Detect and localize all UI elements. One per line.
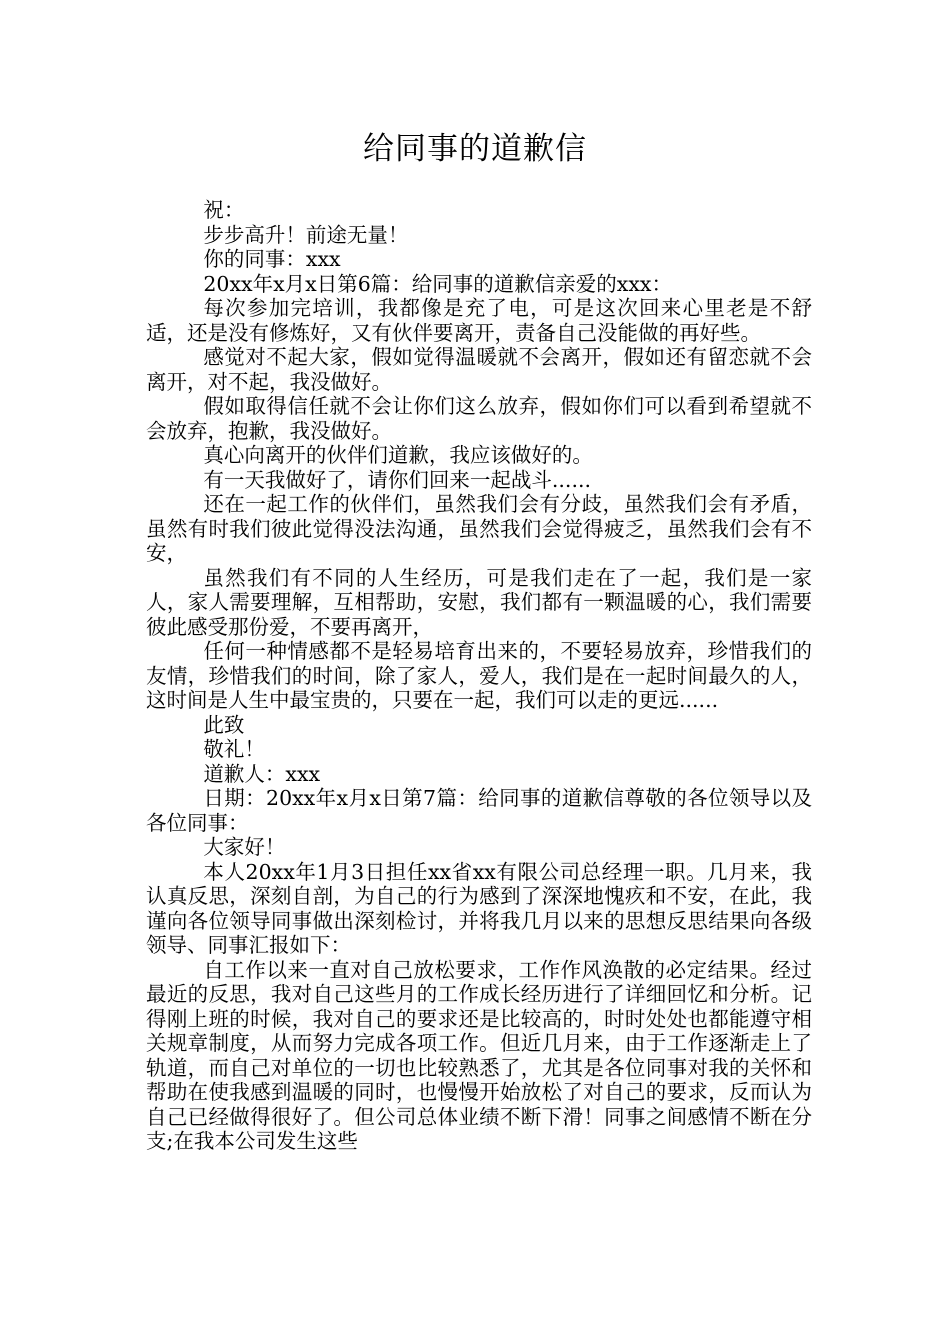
letter6-paragraph-1: 每次参加完培训，我都像是充了电，可是这次回来心里老是不舒适，还是没有修炼好，又有伙伴要离开，责备自己没能做的再好些。 (146, 296, 812, 345)
closing-wish: 步步高升！前途无量！ (203, 222, 409, 247)
letter6-paragraph-2: 感觉对不起大家，假如觉得温暖就不会离开，假如还有留恋就不会离开，对不起，我没做好。 (146, 345, 812, 394)
date-and-letter6-heading: 20xx年x月x日第6篇：给同事的道歉信亲爱的xxx： (203, 271, 672, 296)
letter6-paragraph-7: 虽然我们有不同的人生经历，可是我们走在了一起，我们是一家人，家人需要理解，互相帮助，安慰，我们都有一颗温暖的心，我们需要彼此感受那份爱，不要再离开， (146, 565, 812, 639)
closing-wish-label: 祝： (203, 198, 245, 222)
letter7-paragraph-2: 自工作以来一直对自己放松要求，工作作风涣散的必定结果。经过最近的反思，我对自己这些月的工作成长经历进行了详细回忆和分析。记得刚上班的时候，我对自己的要求还是比较高的，时时处处也都能遵守相关规章制度，从而努力完成各项工作。但近几月来，由于工作逐渐走上了轨道，而自己对单位的一切也比较熟悉了，尤其是各位同事对我的关怀和帮助在使我感到温暖的同时，也慢慢开始放松了对自己的要求，反而认为自己已经做得很好了。但公司总体业绩不断下滑！同事之间感情不断在分支;在我本公司发生这些 (146, 957, 812, 1153)
letter6-paragraph-4: 真心向离开的伙伴们道歉，我应该做好的。 (203, 443, 593, 467)
letter7-paragraph-1: 本人20xx年1月3日担任xx省xx有限公司总经理一职。几月来，我认真反思，深刻自剖，为自己的行为感到了深深地愧疚和不安，在此，我谨向各位领导同事做出深刻检讨，并将我几月以来的思想反思结果向各级领导、同事汇报如下： (146, 859, 812, 957)
closing-respect: 敬礼！ (203, 737, 265, 761)
letter6-paragraph-6: 还在一起工作的伙伴们，虽然我们会有分歧，虽然我们会有矛盾，虽然有时我们彼此觉得没法沟通，虽然我们会觉得疲乏，虽然我们会有不安， (146, 492, 812, 565)
letter6-paragraph-8: 任何一种情感都不是轻易培育出来的，不要轻易放弃，珍惜我们的友情，珍惜我们的时间，除了家人，爱人，我们是在一起时间最久的人，这时间是人生中最宝贵的，只要在一起，我们可以走的更远...... (146, 639, 812, 712)
signature-apologizer: 道歉人：xxx (203, 761, 321, 786)
document-body (146, 198, 812, 1154)
letter6-paragraph-5: 有一天我做好了，请你们回来一起战斗...... (203, 467, 591, 492)
letter7-greeting: 大家好！ (203, 835, 286, 859)
date-and-letter7-heading: 日期：20xx年x月x日第7篇：给同事的道歉信尊敬的各位领导以及各位同事： (146, 786, 812, 835)
closing-salutation: 此致 (203, 712, 245, 737)
document-title: 给同事的道歉信 (363, 131, 587, 167)
signature-colleague: 你的同事：xxx (203, 247, 341, 271)
letter6-paragraph-3: 假如取得信任就不会让你们这么放弃，假如你们可以看到希望就不会放弃，抱歉，我没做好。 (146, 394, 812, 443)
